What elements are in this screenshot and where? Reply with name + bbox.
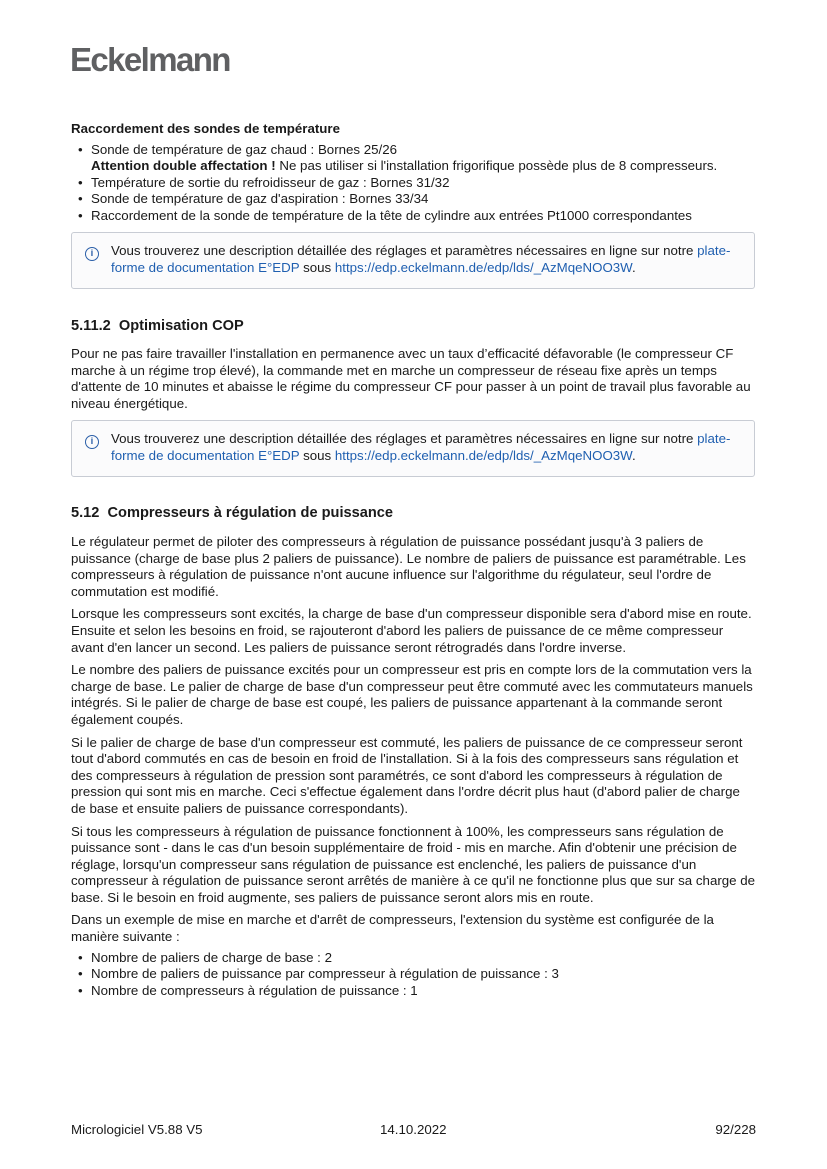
list-item: • Raccordement de la sonde de température de la tête de cylindre aux entrées Pt1000 correspondantes <box>91 208 757 225</box>
note-text-end: . <box>632 447 636 463</box>
list-item: • Nombre de paliers de puissance par compresseur à régulation de puissance : 3 <box>91 966 757 983</box>
section-heading: Raccordement des sondes de température <box>71 121 340 136</box>
note-text: Vous trouverez une description détaillée des réglages et paramètres nécessaires en ligne sur notre <box>111 243 698 258</box>
paragraph: Si tous les compresseurs à régulation de puissance fonctionnent à 100%, les compresseurs sans régulation de puissance sont - dans le cas d'un besoin supplémentaire de froid - mis en marche. Afin d'obtenir une précision de réglage, lorsqu'un compresseur sans régulation de puissance est enclenché, les paliers de puissance d'un compresseur à régulation de puissance seront arrêtés de manière à ce qu'il ne fonctionne plus que sur sa charge de base. Si le besoin en froid augmente, ses paliers de puissance seront alors mis en route. <box>71 823 756 905</box>
info-icon: i <box>85 247 99 261</box>
cop-section <box>71 317 757 418</box>
probe-list <box>71 142 757 225</box>
note-text-end: . <box>632 259 636 275</box>
list-item: • Température de sortie du refroidisseur de gaz : Bornes 31/32 <box>91 175 757 192</box>
warning-bold: Attention double affectation ! <box>91 158 276 174</box>
info-note <box>71 232 755 289</box>
footer-version: Micrologiciel V5.88 V5 <box>71 1122 203 1137</box>
note-text-middle: sous <box>299 259 335 275</box>
footer-date: 14.10.2022 <box>380 1122 447 1137</box>
edp-url-link[interactable]: https://edp.eckelmann.de/edp/lds/_AzMqeNOO3W <box>334 447 632 463</box>
info-icon: i <box>85 435 99 449</box>
list-item <box>91 142 757 175</box>
list-item-text: Sonde de température de gaz chaud : Bornes 25/26 <box>91 141 398 157</box>
section-heading: 5.11.2 Optimisation COP <box>71 318 244 334</box>
section-heading: 5.12 Compresseurs à régulation de puissance <box>71 505 393 521</box>
edp-url-link[interactable]: https://edp.eckelmann.de/edp/lds/_AzMqeNOO3W <box>334 259 632 275</box>
info-note <box>71 420 755 477</box>
edp-platform-link[interactable]: plate-forme de documentation E°EDP <box>111 431 731 463</box>
power-regulation-section <box>71 504 757 999</box>
list-item: • Nombre de paliers de charge de base : 2 <box>91 950 757 967</box>
paragraph: Le nombre des paliers de puissance excités pour un compresseur est pris en compte lors de la commutation vers la charge de base. Le palier de charge de base d'un compresseur peut être commuté avec les commutateurs manuels intégrés. Si le palier de charge de base est coupé, les paliers de puissance appartenant à la commande seront également coupés. <box>71 662 753 727</box>
paragraph: Dans un exemple de mise en marche et d'arrêt de compresseurs, l'extension du système est configurée de la manière suivante : <box>71 912 714 945</box>
paragraph: Pour ne pas faire travailler l'installation en permanence avec un taux d’efficacité défavorable (le compresseur CF marche à un régime trop élevé), la commande met en marche un compresseur de réseau fixe après un temps d'attente de 10 minutes et abaisse le régime du compresseur CF pour passer à un point de travail plus favorable au niveau énergétique. <box>71 346 751 411</box>
note-text: Vous trouverez une description détaillée des réglages et paramètres nécessaires en ligne sur notre <box>111 431 698 446</box>
footer-page-number: 92/228 <box>715 1122 756 1137</box>
warning-text: Ne pas utiliser si l'installation frigorifique possède plus de 8 compresseurs. <box>275 158 718 174</box>
paragraph: Lorsque les compresseurs sont excités, la charge de base d'un compresseur disponible sera d'abord mise en route. Ensuite et selon les besoins en froid, se rajouteront d'abord les paliers de puissance de ce même compresseur avant d'en lancer un second. Les paliers de puissance seront rétrogradés dans l'ordre inverse. <box>71 606 752 655</box>
eckelmann-logo: Eckelmann <box>70 41 230 78</box>
edp-platform-link[interactable]: plate-forme de documentation E°EDP <box>111 243 731 275</box>
example-list <box>71 950 757 1000</box>
note-text-middle: sous <box>299 447 335 463</box>
paragraph: Si le palier de charge de base d'un compresseur est commuté, les paliers de puissance de ce compresseur seront tout d'abord commutés en cas de besoin en froid de l'installation. Si à la fois des compresseurs sans régulation et des compresseurs à régulation de pression sont paramétrés, ce sont d'abord les compresseurs à régulation de pression qui sont mis en marche. Ceci s'effectue également dans l'ordre décrit plus haut (d'abord palier de charge de base et ensuite paliers de puissance correspondants). <box>71 734 743 816</box>
list-item: • Nombre de compresseurs à régulation de puissance : 1 <box>91 983 757 1000</box>
list-item: • Sonde de température de gaz d'aspiration : Bornes 33/34 <box>91 191 757 208</box>
paragraph: Le régulateur permet de piloter des compresseurs à régulation de puissance possédant jusqu'à 3 paliers de puissance (charge de base plus 2 paliers de puissance). Le nombre de paliers de puissance est paramétrable. Les compresseurs à régulation de puissance n'ont aucune influence sur l'algorithme du régulateur, seul l'ordre de commutation est modifié. <box>71 534 746 599</box>
probe-connection-section <box>71 121 757 225</box>
